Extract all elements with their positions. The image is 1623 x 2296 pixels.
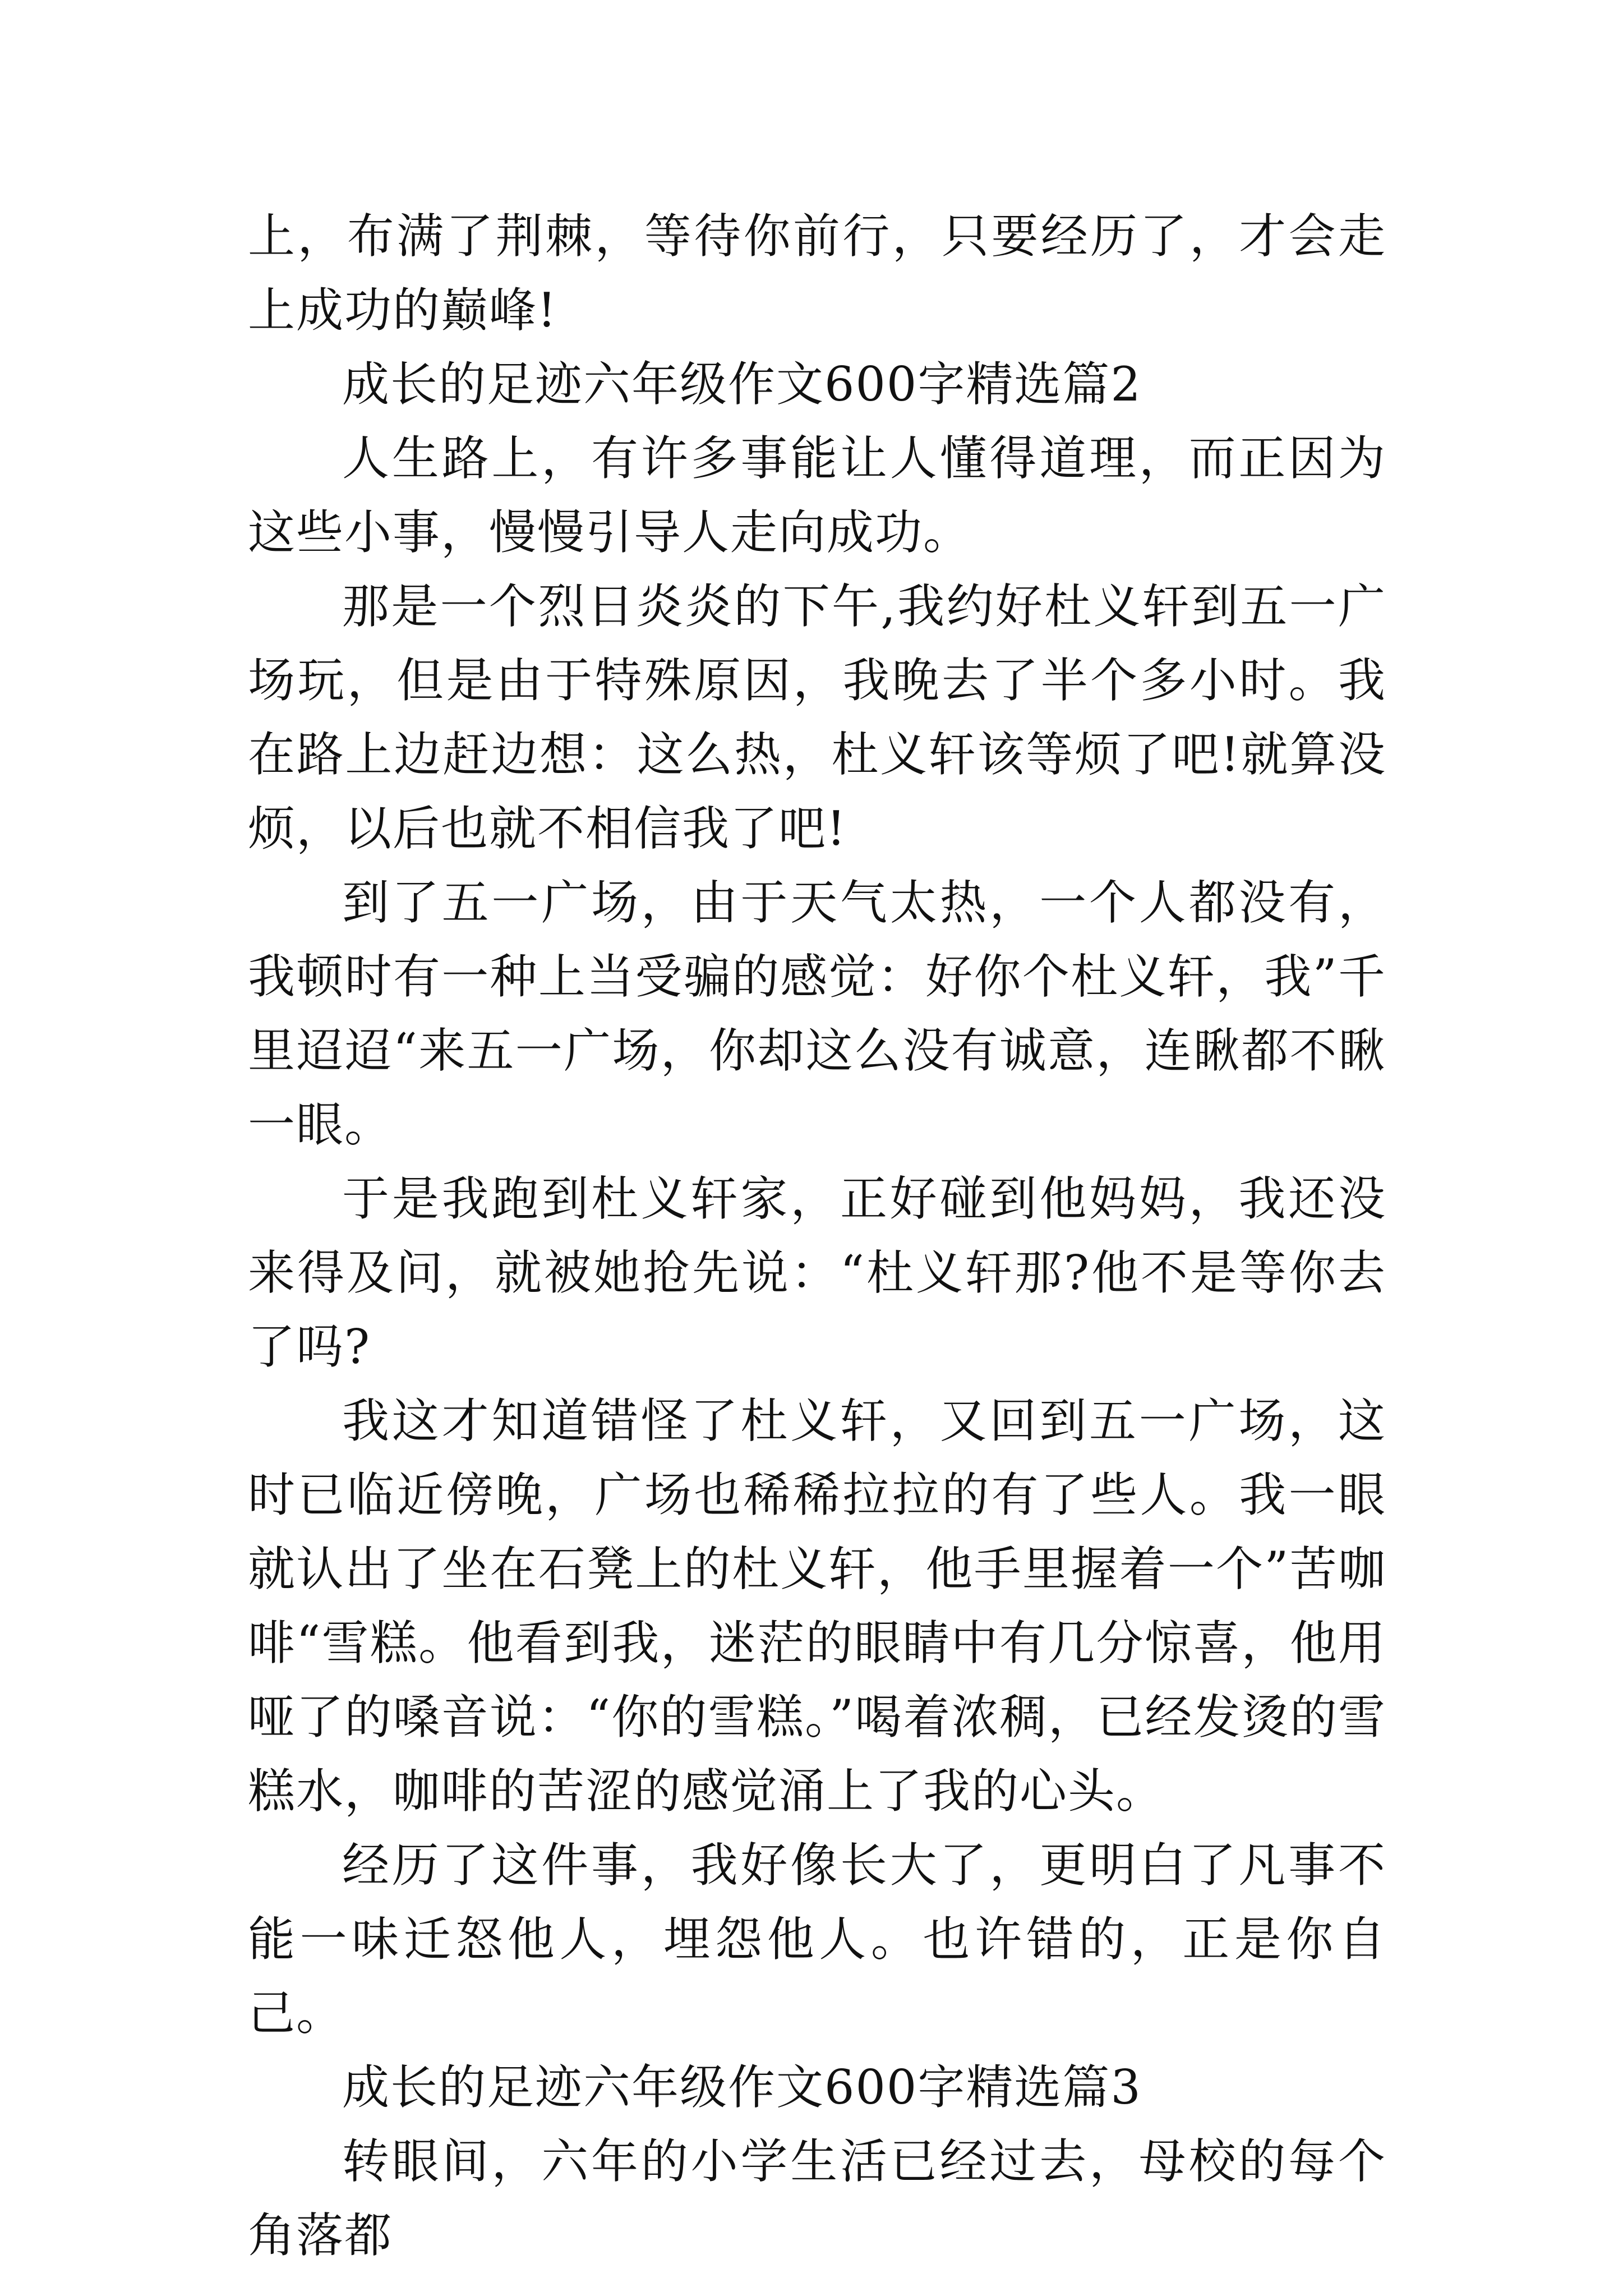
section-heading-2: 成长的足迹六年级作文600字精选篇2 xyxy=(342,357,1142,412)
paragraph-3: 那是一个烈日炎炎的下午,我约好杜义轩到五一广场玩，但是由于特殊原因，我晚去了半个多小时。我在路上边赶边想：这么热，杜义轩该等烦了吧!就算没烦，以后也就不相信我了吧! xyxy=(248,579,1386,856)
paragraph-5: 于是我跑到杜义轩家，正好碰到他妈妈，我还没来得及问，就被她抢先说：“杜义轩那?他不是等你去了吗? xyxy=(248,1171,1386,1374)
section-heading-3: 成长的足迹六年级作文600字精选篇3 xyxy=(342,2060,1142,2115)
paragraph-6: 我这才知道错怪了杜义轩，又回到五一广场，这时已临近傍晚，广场也稀稀拉拉的有了些人。我一眼就认出了坐在石凳上的杜义轩，他手里握着一个”苦咖啡“雪糕。他看到我，迷茫的眼睛中有几分惊喜，他用哑了的嗓音说：“你的雪糕。”喝着浓稠，已经发烫的雪糕水，咖啡的苦涩的感觉涌上了我的心头。 xyxy=(248,1393,1386,1819)
paragraph-7: 经历了这件事，我好像长大了，更明白了凡事不能一味迁怒他人，埋怨他人。也许错的，正是你自己。 xyxy=(248,1838,1386,2041)
paragraph-4: 到了五一广场，由于天气太热，一个人都没有，我顿时有一种上当受骗的感觉：好你个杜义轩，我”千里迢迢“来五一广场，你却这么没有诚意，连瞅都不瞅一眼。 xyxy=(248,875,1386,1152)
paragraph-1: 上，布满了荆棘，等待你前行，只要经历了，才会走上成功的巅峰! xyxy=(248,209,1386,338)
paragraph-8: 转眼间，六年的小学生活已经过去，母校的每个角落都 xyxy=(248,2134,1386,2263)
paragraph-2: 人生路上，有许多事能让人懂得道理，而正因为这些小事，慢慢引导人走向成功。 xyxy=(248,431,1386,560)
document-body xyxy=(248,199,1386,2272)
